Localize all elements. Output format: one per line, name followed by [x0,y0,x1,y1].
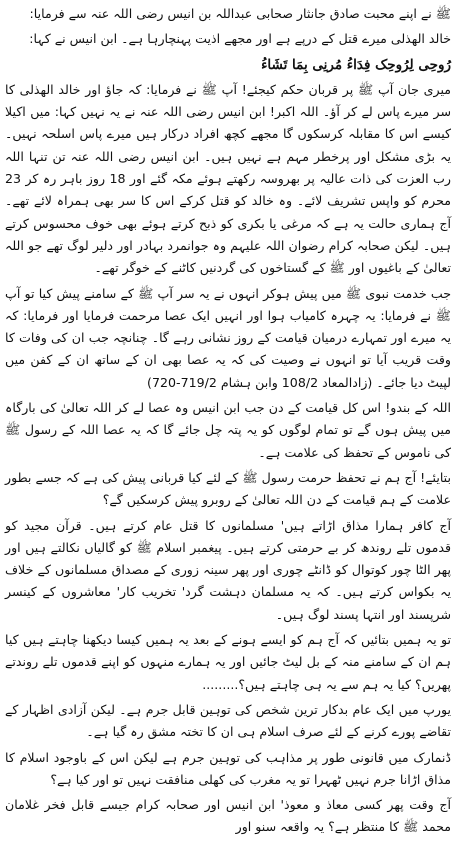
paragraph-day-of-judgment: اللہ کے بندو! اس کل قیامت کے دن جب ابن انیس وہ عصا لے کر اللہ تعالیٰ کی بارگاہ میں پیش ہوں گے تو تمام لوگوں کو یہ پتہ چل جائے گا کہ یہ عصا اللہ کے رسول ﷺ کی ناموس کے تحفظ کی علامت ہے۔ [5,400,451,460]
paragraph-question: بتایئے! آج ہم نے تحفظ حرمت رسول ﷺ کے لئے کیا قربانی پیش کی ہے کہ جسے بطور علامت کے ہم قیامت کے دن اللہ تعالیٰ کے روبرو پیش کرسکیں گے؟ [5,469,451,508]
paragraph-staff-gift: جب خدمت نبوی ﷺ میں پیش ہوکر انہوں نے یہ سر آپ ﷺ کے سامنے پیش کیا تو آپ ﷺ نے فرمایا: یہ چہرہ کامیاب ہوا اور انہیں ایک عصا مرحمت فرمایا اور فرمایا: کہ یہ میرے اور تمہارے درمیان قیامت کے روز نشانی رہے گا۔ چنانچہ جب ان کی وفات کا وقت قریب آیا تو انہوں نے وصیت کی کہ یہ عصا بھی ان کے ساتھ ان کے کفن میں لپیٹ دیا جائے۔ (زادالمعاد 108/2 وابن ہشام 719/2-720) [5,285,451,390]
paragraph-khalid-request: خالد الھذلی میرے قتل کے درپے ہے اور مجھے اذیت پہنچارہا ہے۔ ابن انیس نے کہا: [29,31,451,47]
paragraph-mockery: آج کافر ہمارا مذاق اڑاتے ہیں' مسلمانوں کا قتل عام کرتے ہیں۔ قرآن مجید کو قدموں تلے روندھ کر بے حرمتی کرتے ہیں۔ پیغمبر اسلام ﷺ کو گالیاں نکالتے ہیں اور پھر الٹا چور کوتوال کو ڈانٹے چوری اور پھر سینہ زوری کے مصداق مسلمانوں کے خلاف یہ بکواس کرتے ہیں۔ کہ یہ مسلمان دہشت گرد' تخریب کار' معاشروں کے کینسر شرپسند اور انتہا پسند لوگ ہیں۔ [5,517,451,622]
paragraph-denmark: ڈنمارک میں قانونی طور پر مذاہب کی توہین جرم ہے لیکن اس کے باوجود اسلام کا مذاق اڑانا جرم نہیں ٹھہرا تو یہ مغرب کی کھلی منافقت نہیں تو اور کیا ہے؟ [5,749,451,787]
article-page [5,3,451,864]
paragraph-mission: میری جان آپ ﷺ پر قربان حکم کیجئے! آپ ﷺ نے فرمایا: کہ جاؤ اور خالد الھذلی کا سر میرے پاس لے کر آؤ۔ اللہ اکبر! ابن انیس رضی اللہ عنہ نے یہ نہیں کہا: میں اکیلا کیسے اس کا مقابلہ کرسکوں گا مجھے کچھ افراد درکار ہیں میرے پاس اسلحہ نہیں۔ یہ بڑی مشکل اور پرخطر مہم ہے نہیں ہیں۔ ابن انیس رضی اللہ عنہ تن تنہا اللہ رب العزت کی ذات عالیہ پر بھروسہ رکھتے ہوئے مکہ گئے اور 18 روز باہر رہ کر 23 محرم کو واپس تشریف لائے۔ وہ خالد کو قتل کرکے اس کا سر بھی ہمراہ لائے تھے۔ آج ہماری حالت یہ ہے کہ مرغی یا بکری کو ذبح کرتے ہوئے بھی خوف محسوس کرتے ہیں۔ لیکن صحابہ کرام رضوان اللہ علیہم وہ جوانمرد بہادر اور دلیر لوگ تھے جو اللہ تعالیٰ کے باغیوں اور ﷺ کے گستاخوں کی گردنیں کاٹنے کے خوگر تھے۔ [5,81,451,276]
paragraph-expectations: تو یہ ہمیں بتائیں کہ آج ہم کو ایسے ہونے کے بعد یہ ہمیں کیسا دیکھنا چاہتے ہیں کیا ہم ان کے سامنے منہ کے بل لیٹ جائیں اور یہ ہمارے منہوں کو اپنے قدموں تلے روندتے پھریں؟ کیا یہ ہم سے یہ ہی چاہتے ہیں؟......... [5,632,451,692]
arabic-quote: رُوحِی لِرُوحِک فِدَاءُ مُرنِی بِمَا تَشَاءُ [261,56,451,73]
paragraph-europe: یورپ میں ایک عام بدکار ترین شخص کی توہین قابل جرم ہے۔ لیکن آزادی اظہار کے تقاضے پورے کرنے کے لئے صرف اسلام ہی ان کا تختہ مشق رہ گیا ہے۔ [5,701,451,740]
paragraph-intro: ﷺ نے اپنے محبت صادق جانثار صحابی عبداللہ بن انیس رضی اللہ عنہ سے فرمایا: [29,6,451,21]
paragraph-closing: آج وقت پھر کسی معاذ و معوذ' ابن انیس اور صحابہ کرام جیسے قابل فخر غلامان محمد ﷺ کا منتظر ہے؟ یہ واقعہ سنو اور [5,797,451,835]
